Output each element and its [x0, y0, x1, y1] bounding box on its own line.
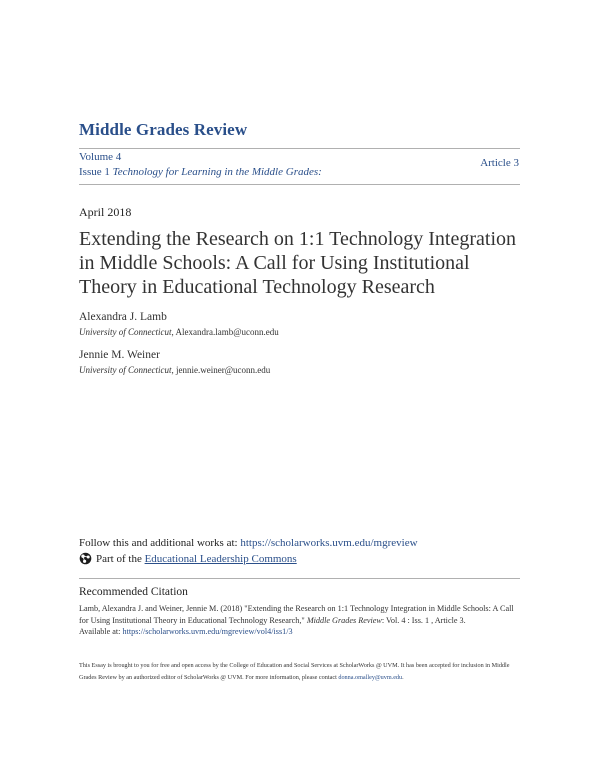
header-rule-top	[79, 148, 520, 149]
paper-title: Extending the Research on 1:1 Technology Integration in Middle Schools: A Call for Using Institutional Theory in Educational Technology Research	[79, 228, 517, 298]
citation-available	[79, 627, 293, 636]
author-name[interactable]: Jennie M. Weiner	[79, 349, 160, 361]
author-affiliation	[79, 327, 279, 337]
citation-text	[79, 603, 524, 638]
publication-date: April 2018	[79, 205, 132, 219]
footer-text: This Essay is brought to you for free and open access by the College of Education and Social Services at ScholarWorks @ UVM. It has been accepted for inclusion in Middle Grades Review by an authorized editor of ScholarWorks @ UVM. For more information, please contact	[79, 662, 510, 681]
author-university: University of Connecticut	[79, 327, 172, 337]
educational-leadership-commons-link[interactable]: Educational Leadership Commons	[144, 552, 297, 565]
follow-label: Follow this and additional works at:	[79, 537, 241, 549]
author-affiliation	[79, 365, 270, 375]
citation-volume: : Vol. 4 : Iss. 1 , Article 3.	[381, 615, 466, 625]
journal-title[interactable]: Middle Grades Review	[79, 120, 248, 139]
author-email: , Alexandra.lamb@uconn.edu	[171, 327, 279, 337]
follow-works-line	[79, 537, 418, 549]
access-footer	[79, 660, 524, 684]
footer-end: .	[402, 674, 404, 681]
citation-authors-title: Lamb, Alexandra J. and Weiner, Jennie M. (2018) "Extending the Research on 1:1 Technology Integration in Middle Schools: A Call for Using Institutional Theory in Educational Technology Research,"	[79, 604, 514, 625]
available-label: Available at:	[79, 627, 123, 636]
collection-url-link[interactable]: https://scholarworks.uvm.edu/mgreview	[240, 537, 418, 549]
citation-rule	[79, 578, 520, 579]
header-rule-bottom	[79, 184, 520, 185]
contact-email-link[interactable]: donna.omalley@uvm.edu	[338, 674, 403, 681]
issue-line[interactable]	[79, 166, 322, 178]
author-name[interactable]: Alexandra J. Lamb	[79, 311, 167, 323]
article-url-link[interactable]: https://scholarworks.uvm.edu/mgreview/vol4/iss1/3	[122, 627, 293, 636]
commons-network-icon	[79, 552, 92, 565]
citation-journal: Middle Grades Review	[306, 615, 382, 625]
part-of-line	[79, 552, 297, 565]
part-of-label: Part of the	[96, 552, 142, 565]
author-email: , jennie.weiner@uconn.edu	[171, 365, 271, 375]
author-university: University of Connecticut	[79, 365, 172, 375]
volume-link[interactable]: Volume 4	[79, 151, 122, 163]
article-number[interactable]: Article 3	[480, 157, 519, 169]
issue-title[interactable]: Technology for Learning in the Middle Grades:	[112, 166, 322, 178]
issue-label[interactable]: Issue 1	[79, 166, 110, 178]
recommended-citation-heading: Recommended Citation	[79, 586, 188, 598]
